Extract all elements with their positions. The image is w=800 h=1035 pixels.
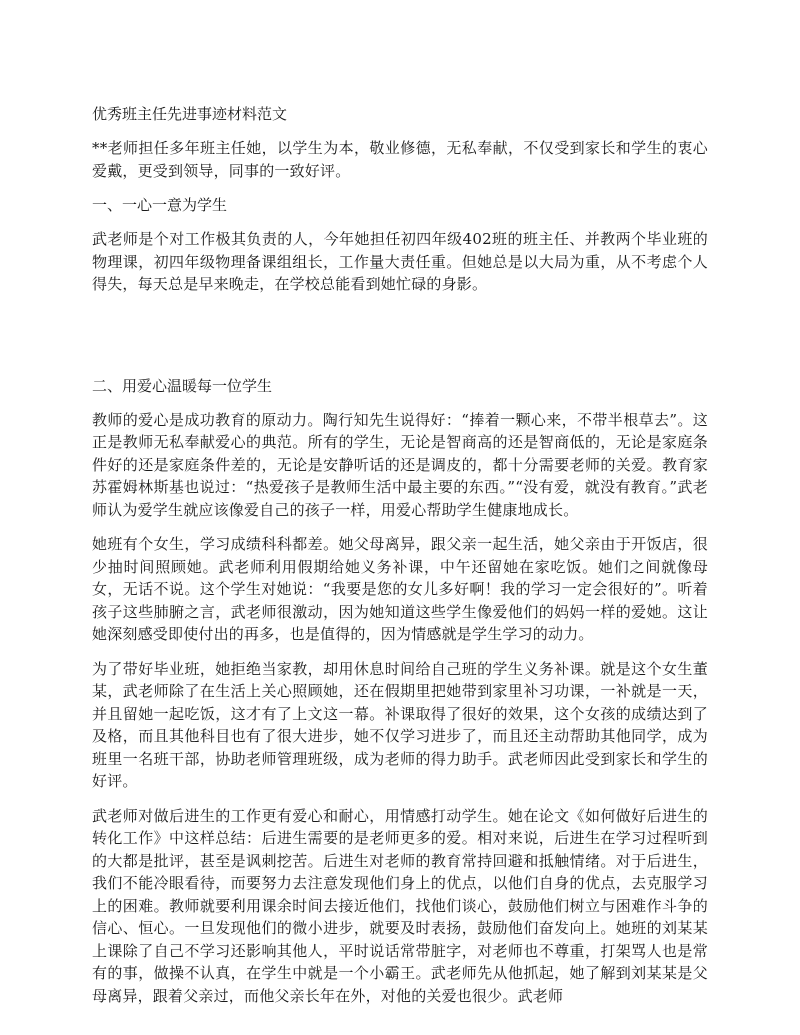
- document-title: 优秀班主任先进事迹材料范文: [92, 105, 288, 123]
- intro-paragraph: **老师担任多年班主任她，以学生为本，敬业修德，无私奉献，不仅受到家长和学生的衷心爱戴，更受到领导，同事的一致好评。: [92, 139, 708, 180]
- section-2-paragraph-4: 武老师对做后进生的工作更有爱心和耐心，用情感打动学生。她在论文《如何做好后进生的转化工作》中这样总结：后进生需要的是老师更多的爱。相对来说，后进生在学习过程听到的大都是批评，甚至是讽刺挖苦。后进生对老师的教育常持回避和抵触情绪。对于后进生，我们不能冷眼看待，而要努力去注意发现他们身上的优点，以他们自身的优点，去克服学习上的困难。教师就要利用课余时间去接近他们，找他们谈心，鼓励他们树立与困难作斗争的信心、恒心。一旦发现他们的微小进步，就要及时表扬，鼓励他们奋发向上。她班的刘某某上课除了自己不学习还影响其他人，平时说话常带脏字，对老师也不尊重，打架骂人也是常有的事，做操不认真，在学生中就是一个小霸王。武老师先从他抓起，她了解到刘某某是父母离异，跟着父亲过，而他父亲长年在外，对他的关爱也很少。武老师: [92, 806, 708, 1005]
- section-gap: [92, 308, 708, 375]
- document-page: [92, 103, 708, 1019]
- section-2-paragraph-2: 她班有个女生，学习成绩科科都差。她父母离异，跟父亲一起生活，她父亲由于开饭店，很少抽时间照顾她。武老师利用假期给她义务补课，中午还留她在家吃饭。她们之间就像母女，无话不说。这个学生对她说：“我要是您的女儿多好啊！我的学习一定会很好的”。听着孩子这些肺腑之言，武老师很激动，因为她知道这些学生像爱他们的妈妈一样的爱她。这让她深刻感受即使付出的再多，也是值得的，因为情感就是学生学习的动力。: [92, 535, 708, 643]
- section-2-heading: 二、用爱心温暖每一位学生: [92, 376, 273, 395]
- section-1-heading: 一、一心一意为学生: [92, 196, 228, 214]
- section-1-paragraph-1: 武老师是个对工作极其负责的人，今年她担任初四年级402班的班主任、并教两个毕业班的物理课，初四年级物理备课组组长，工作量大责任重。但她总是以大局为重，从不考虑个人得失，每天总是早来晚走，在学校总能看到她忙碌的身影。: [92, 230, 708, 293]
- section-2-paragraph-3: 为了带好毕业班，她拒绝当家教，却用休息时间给自己班的学生义务补课。就是这个女生董某，武老师除了在生活上关心照顾她，还在假期里把她带到家里补习功课，一补就是一天，并且留她一起吃饭，这才有了上文这一幕。补课取得了很好的效果，这个女孩的成绩达到了及格，而且其他科目也有了很大进步，她不仅学习进步了，而且还主动帮助其他同学，成为班里一名班干部，协助老师管理班级，成为老师的得力助手。武老师因此受到家长和学生的好评。: [92, 659, 708, 790]
- section-2-paragraph-1: 教师的爱心是成功教育的原动力。陶行知先生说得好：“捧着一颗心来，不带半根草去”。这正是教师无私奉献爱心的典范。所有的学生，无论是智商高的还是智商低的，无论是家庭条件好的还是家庭条件差的，无论是安静听话的还是调皮的，都十分需要老师的关爱。教育家苏霍姆林斯基也说过：“热爱孩子是教师生活中最主要的东西。”“没有爱，就没有教育。”武老师认为爱学生就应该像爱自己的孩子一样，用爱心帮助学生健康地成长。: [92, 410, 708, 519]
